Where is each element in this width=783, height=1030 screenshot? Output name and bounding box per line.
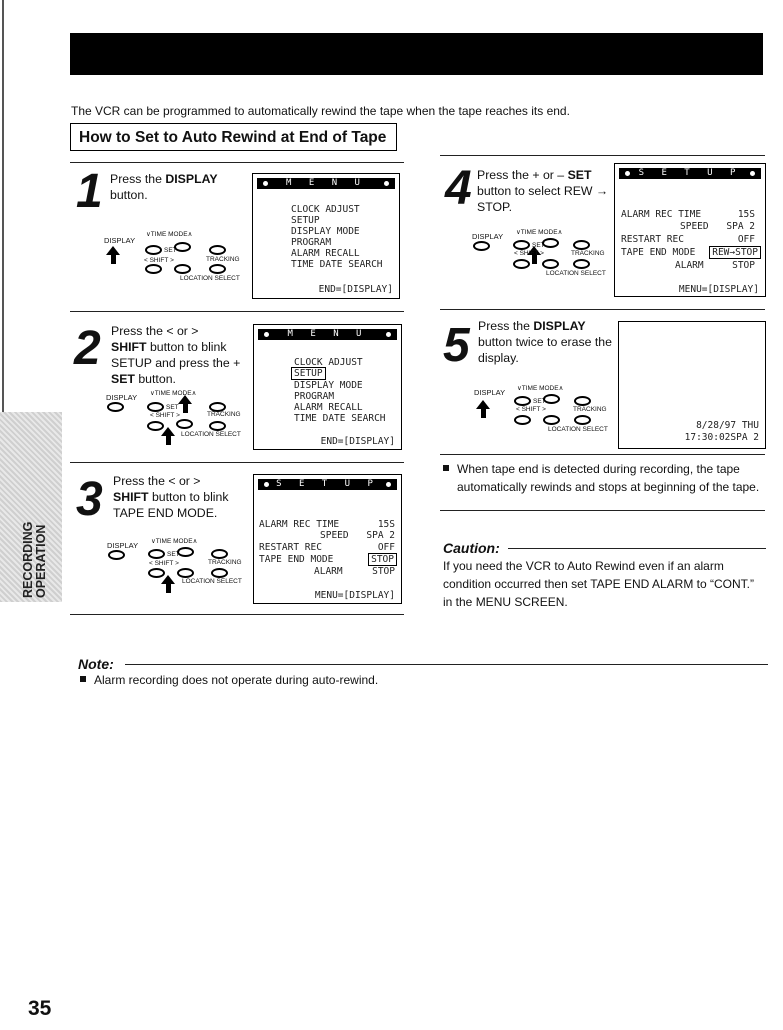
step-5-number: 5 <box>443 319 470 372</box>
set-plus-button <box>542 238 559 248</box>
step-5-text: Press the DISPLAY button twice to erase the display. <box>478 319 612 365</box>
tracking-up-button <box>574 396 591 406</box>
intro-text: The VCR can be programmed to automatically rewind the tape when the tape reaches its end. <box>71 104 570 118</box>
step-5-rule <box>440 309 765 310</box>
press-arrow-icon <box>178 395 192 404</box>
step-2-remote-diagram: DISPLAY ∨TIME MODE∧ SET < SHIFT > TRACKING LOCATION SELECT <box>106 389 246 445</box>
tracking-down-button <box>209 421 226 431</box>
note-text: Alarm recording does not operate during auto-rewind. <box>80 671 680 689</box>
caution-text: If you need the VCR to Auto Rewind even if an alarm condition occurred then set TAPE END ALARM to “CONT.” in the MENU SCREEN. <box>443 559 755 609</box>
step-1-text: Press the DISPLAY button. <box>110 172 218 202</box>
shift-left-button <box>514 415 531 425</box>
bullet-icon <box>443 465 449 471</box>
shift-right-button <box>176 419 193 429</box>
press-arrow-icon <box>161 427 175 436</box>
step-1-rule <box>70 162 404 163</box>
step-3-rule <box>70 462 404 463</box>
display-button <box>107 402 124 412</box>
tracking-up-button <box>209 245 226 255</box>
press-arrow-icon <box>161 575 175 584</box>
step-4-number: 4 <box>445 162 472 215</box>
step-2-text: Press the < or > SHIFT button to blink SETUP and press the + SET button. <box>111 324 241 386</box>
section-title: How to Set to Auto Rewind at End of Tape <box>70 123 397 151</box>
tracking-down-button <box>574 415 591 425</box>
step-1-number: 1 <box>76 165 103 218</box>
selected-setup-item: SETUP <box>291 367 326 380</box>
set-minus-button <box>147 402 164 412</box>
page-number: 35 <box>28 997 52 1020</box>
set-plus-button <box>174 242 191 252</box>
step-3-bottom-rule <box>70 614 404 615</box>
display-button <box>473 241 490 251</box>
tracking-up-button <box>211 549 228 559</box>
step-4-rule <box>440 155 765 156</box>
shift-left-button <box>145 264 162 274</box>
step-4-remote-diagram: DISPLAY ∨TIME MODE∧ SET < SHIFT > TRACKING LOCATION SELECT <box>472 229 606 277</box>
shift-right-button <box>543 415 560 425</box>
set-minus-button <box>145 245 162 255</box>
press-arrow-icon <box>106 246 120 255</box>
set-minus-button <box>514 396 531 406</box>
shift-right-button <box>174 264 191 274</box>
step-1-menu-screen: M E N U CLOCK ADJUST SETUP DISPLAY MODE PROGRAM ALARM RECALL TIME DATE SEARCH END=[DISPLAY] <box>252 173 400 299</box>
auto-rewind-bullet: When tape end is detected during recording, the tape automatically rewinds and stops at beginning of the tape. <box>443 460 763 496</box>
tracking-down-button <box>573 259 590 269</box>
set-plus-button <box>543 394 560 404</box>
step-3-number: 3 <box>76 473 103 526</box>
step-5-display-screen: 8/28/97 THU 17:30:02SPA 2 <box>618 321 766 449</box>
header-bar <box>70 33 763 75</box>
bullet-bottom-rule <box>440 510 765 511</box>
tracking-up-button <box>573 240 590 250</box>
step-5-bottom-rule <box>440 454 765 455</box>
caution-rule <box>508 548 766 549</box>
shift-right-button <box>542 259 559 269</box>
display-button <box>108 550 125 560</box>
tracking-down-button <box>211 568 228 578</box>
step-3-setup-screen: S E T U P ALARM REC TIME 15S SPEED SPA 2 RESTART REC OFF TAPE END MODE STOP ALARM STOP MENU=[DISPLAY] <box>253 474 402 604</box>
tracking-down-button <box>209 264 226 274</box>
step-3-remote-diagram: DISPLAY ∨TIME MODE∧ SET < SHIFT > TRACKING LOCATION SELECT <box>107 537 247 593</box>
step-3-text: Press the < or > SHIFT button to blink TAPE END MODE. <box>113 474 229 520</box>
selected-tape-end-value: REW→STOP <box>709 246 761 259</box>
selected-tape-end-value: STOP <box>368 553 397 566</box>
step-2-rule <box>70 311 404 312</box>
side-tab-label: RECORDING OPERATION <box>21 521 48 598</box>
step-4-setup-screen: S E T U P ALARM REC TIME 15S SPEED SPA 2 RESTART REC OFF TAPE END MODE REW→STOP ALARM STOP MENU=[DISPLAY] <box>614 163 766 297</box>
press-arrow-icon <box>476 400 490 409</box>
note-title: Note: <box>78 656 114 672</box>
set-minus-button <box>148 549 165 559</box>
step-2-menu-screen: M E N U CLOCK ADJUST SETUP DISPLAY MODE PROGRAM ALARM RECALL TIME DATE SEARCH END=[DISPLAY] <box>253 324 402 450</box>
caution-title: Caution: <box>443 540 500 556</box>
step-2-number: 2 <box>74 322 101 375</box>
set-plus-button <box>177 547 194 557</box>
note-rule <box>125 664 768 665</box>
step-4-text: Press the + or – SET button to select REW → STOP. <box>477 168 609 214</box>
step-1-remote-diagram: DISPLAY ∨TIME MODE∧ SET < SHIFT > TRACKING LOCATION SELECT <box>104 231 240 282</box>
step-5-remote-diagram: DISPLAY ∨TIME MODE∧ SET < SHIFT > TRACKING LOCATION SELECT <box>474 385 608 433</box>
bullet-icon <box>80 676 86 682</box>
shift-left-button <box>513 259 530 269</box>
shift-right-button <box>177 568 194 578</box>
